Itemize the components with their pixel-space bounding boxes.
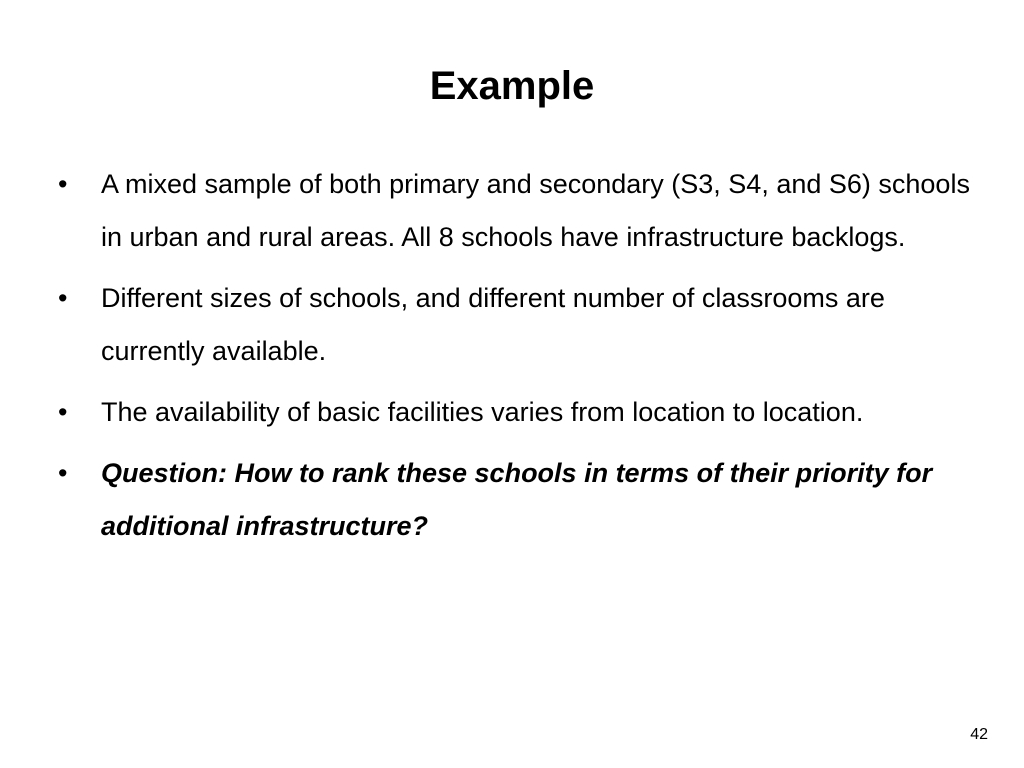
bullet-icon: •: [58, 397, 68, 427]
slide-number: 42: [970, 726, 988, 743]
bullet-list: [56, 158, 986, 561]
bullet-item: [56, 272, 986, 378]
question-text: Question: How to rank these schools in terms of their priority for additional infrastructure?: [101, 458, 933, 541]
slide-title: Example: [429, 64, 595, 108]
bullet-icon: •: [58, 458, 68, 488]
bullet-item: [56, 386, 986, 439]
bullet-text: Different sizes of schools, and different number of classrooms are currently available.: [101, 283, 885, 366]
bullet-text: The availability of basic facilities varies from location to location.: [101, 397, 864, 427]
bullet-icon: •: [58, 283, 68, 313]
bullet-text: A mixed sample of both primary and secondary (S3, S4, and S6) schools in urban and rural areas. All 8 schools have infrastructure backlogs.: [101, 169, 970, 252]
bullet-item-question: [56, 447, 986, 553]
bullet-item: [56, 158, 986, 264]
bullet-icon: •: [58, 169, 68, 199]
